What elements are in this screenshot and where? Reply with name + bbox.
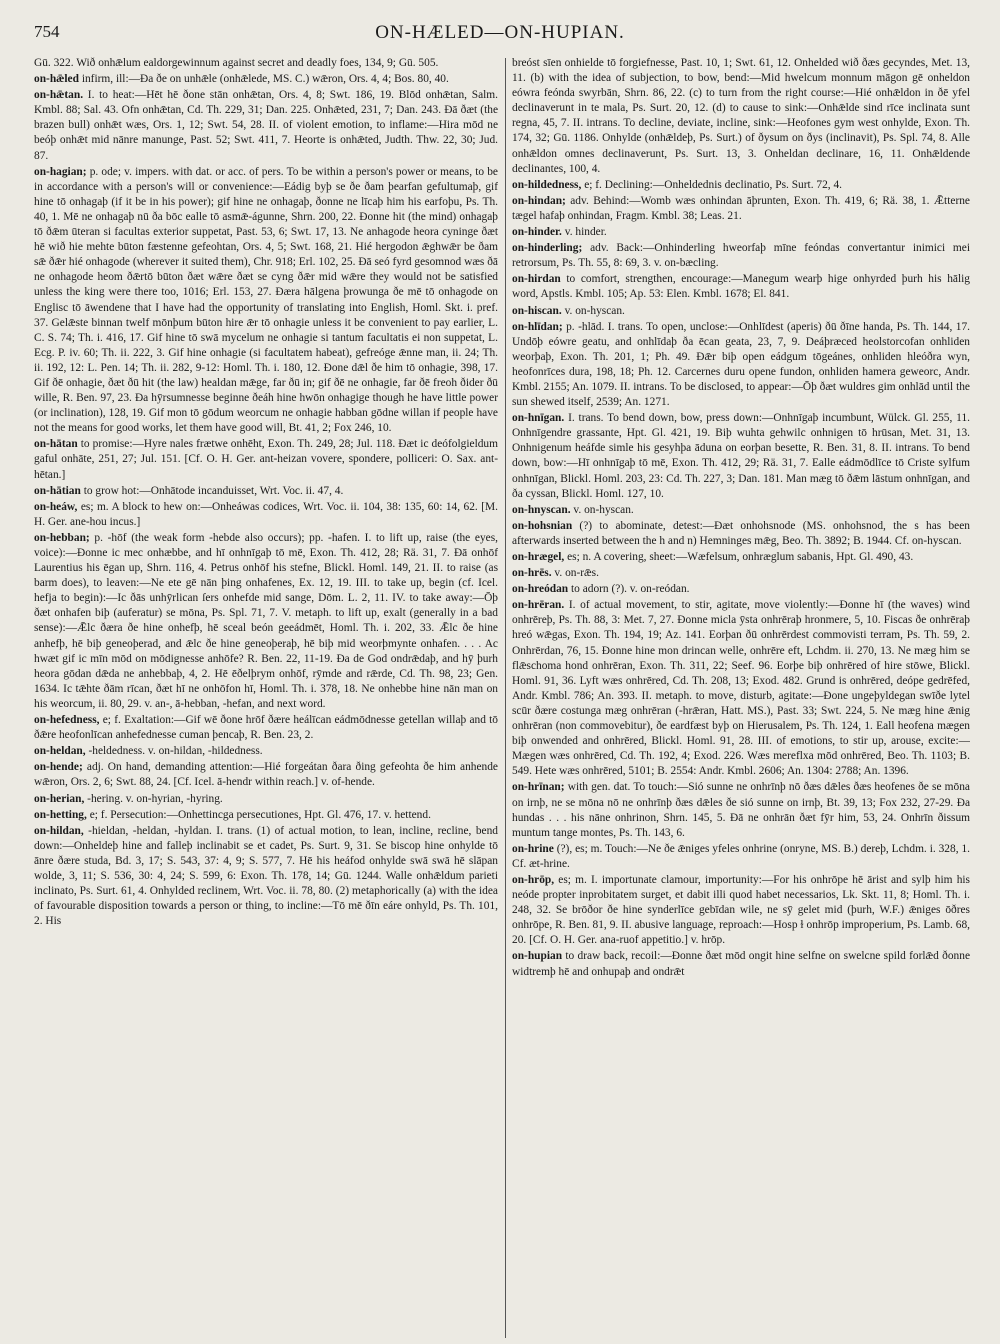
- headword: on-hupian: [512, 950, 563, 963]
- dictionary-entry: [512, 503, 970, 518]
- headword: on-hende;: [34, 761, 83, 774]
- dictionary-entry: [512, 304, 970, 319]
- dictionary-entry: [512, 873, 970, 948]
- entry-text: v. hinder.: [564, 226, 607, 239]
- headword: on-hebban;: [34, 531, 90, 544]
- headword: on-hrōp,: [512, 873, 555, 886]
- entry-text: -heldedness. v. on-hildan, -hildedness.: [88, 745, 263, 758]
- dictionary-entry: [512, 519, 970, 549]
- dictionary-entry: [512, 178, 970, 193]
- dictionary-entry: [34, 760, 498, 790]
- entry-text: es; m. I. importunate clamour, importunity:—For his onhrōpe hē ārist and sylþ him his neóde propter inprobitatem surget, et dabit illi quod habet necessarios, Lk. Skt. 11, 8; Homl. Th. i. 248, 32. Se brōðor ðe hine synderlīce gebīdan wile, ne sȳ gelet mid (þurh, W.F.) ǣniges ōðres onhrōpe, R. Ben. 81, 9. II. abusive language, reproach:—Hosp ɫ onhrōp improperium, Ps. Lamb. 68, 20. [Cf. O. H. Ger. ana-ruof appetitio.] v. hrōp.: [512, 873, 970, 947]
- entry-text: breóst sīen onhielde tō forgiefnesse, Past. 10, 1; Swt. 61, 12. Onhelded wið ðæs gecyndes, Met. 13, 11. (b) with the idea of subjection, to bow, bend:—Mid hwelcum monnum māgon gē onheldon eówra feónda swyrbān, Shrn. 86, 22. (c) to turn from the right course:—Hié onhǣldon in ðē yfel declinaverunt in te mala, Ps. Surt. 20, 12. (d) to cause to sink:—Onhǣlde sind rīce inclinata sunt regna, 45, 7. II. intrans. To decline, deviate, incline, sink:—Heofones gym west onhylde, Exon. Th. 174, 32; Gū. 1186. Onhylde (onhǣldeþ, Ps. Surt.) of ðysum on ðys (inclinavit), Ps. Spl. 74, 8. Alle onhǣldon omnes declinaverunt, Ps. Surt. 13, 3. Onheldan declinare, 16, 11. Onhǣldende declinantes, 100, 4.: [512, 57, 970, 175]
- headword: on-hātan: [34, 438, 78, 451]
- headword: on-hǣtan.: [34, 89, 84, 102]
- left-column: [34, 56, 498, 1338]
- running-head: ON-HÆLED—ON-HUPIAN.: [375, 22, 625, 43]
- headword: on-hnīgan.: [512, 412, 565, 425]
- headword: on-heáw,: [34, 500, 78, 513]
- dictionary-entry: [512, 550, 970, 565]
- entry-text: adv. Back:—Onhinderling hweorfaþ mīne feóndas convertantur inimici mei retrorsum, Ps. Th. 55, 8: 69, 3. v. on-bæcling.: [512, 242, 970, 270]
- entry-text: to grow hot:—Onhātode incanduisset, Wrt. Voc. ii. 47, 4.: [83, 484, 344, 497]
- entry-text: -hering. v. on-hyrian, -hyring.: [87, 792, 223, 805]
- headword: on-hrine: [512, 842, 554, 855]
- entry-text: to promise:—Hyre nales frætwe onhēht, Exon. Th. 249, 28; Jul. 118. Ðæt ic deófolgieldum gaful onhāte, 251, 27; Jul. 151. [Cf. O. H. Ger. ant-heizan vovere, spondere, polliceri: O. Sax. ant-hētan.]: [34, 438, 498, 481]
- headword: on-hreódan: [512, 583, 569, 596]
- dictionary-entry: [34, 808, 498, 823]
- dictionary-entry: [512, 225, 970, 240]
- entry-text: es; m. A block to hew on:—Onheáwas codices, Wrt. Voc. ii. 104, 38: 135, 60: 14, 62. [M. H. Ger. ane-hou incus.]: [34, 500, 498, 528]
- entry-text: v. on-rǣs.: [554, 567, 599, 580]
- dictionary-entry: [512, 272, 970, 302]
- column-divider: [505, 58, 506, 1338]
- dictionary-entry: [512, 598, 970, 779]
- dictionary-entry: [34, 72, 498, 87]
- dictionary-entry: [512, 842, 970, 872]
- dictionary-entry: [34, 744, 498, 759]
- entry-text: to draw back, recoil:—Ðonne ðæt mōd ongit hine selfne on swelcne spild forlǣd ðonne widtremþ hē and onhupaþ and ondrǣt: [512, 950, 970, 978]
- headword: on-hetting,: [34, 808, 87, 821]
- headword: on-hrægel,: [512, 551, 565, 563]
- entry-text: to adorn (?). v. on-reódan.: [570, 583, 690, 596]
- entry-text: I. trans. To bend down, bow, press down:—Onhnīgaþ incumbunt, Wülck. Gl. 255, 11. Onhnīgendre grassante, Hpt. Gl. 421, 19. Biþ wuhta gehwilc onhnigen tō hrūsan, Met. 31, 13. Onhnigenum heáfde simle his gesyhþa āduna on eorþan besette, R. Ben. 31, 8. II. intrans. To bend down, bow:—Hī onhnīgaþ tō mē, Exon. Th. 412, 29; Rä. 31, 7. Ealle eádmōdlīce tō Criste sylfum onhnīgan, Blickl. Homl. 203, 23: Cd. Th. 227, 3; Dan. 181. Man mæg tō ðǣm lāstum onhnīgan, and ða cyssan, Blickl. Homl. 127, 10.: [512, 412, 970, 500]
- dictionary-entry: [34, 500, 498, 530]
- entry-text: with gen. dat. To touch:—Sió sunne ne onhrīnþ nō ðæs dǣles ðæs heofenes ðe se mōna on irnþ, ne se mōna nō ne onhrīnþ ðæs dǣles ðe sió sunne on irnþ, Bt. 39, 13; Fox 232, 27-29. Ða hundas . . . his nāne onhrinon, Shrn. 145, 5. Ðā ne onhrān ðæt fȳr him, 53, 24. Onhrīn ðissum muntum tange montes, Ps. Th. 143, 6.: [512, 781, 970, 839]
- headword: on-hnyscan.: [512, 503, 571, 516]
- dictionary-entry: [34, 792, 498, 807]
- headword: on-hinderling;: [512, 242, 583, 255]
- headword: on-hefedness,: [34, 714, 100, 727]
- dictionary-entry: [34, 484, 498, 499]
- headword: on-hrīnan;: [512, 781, 565, 794]
- dictionary-entry: [512, 780, 970, 840]
- entry-text: es; n. A covering, sheet:—Wæfelsum, onhræglum sabanis, Hpt. Gl. 490, 43.: [567, 551, 914, 563]
- entry-text: p. ode; v. impers. with dat. or acc. of pers. To be within a person's power or means, to be in accordance with a person's will or convenience:—Eádig byþ se ðe ðam þearfan gefultumaþ, gif hine tō onhagaþ (if it be in his power); gif hine ne onhagaþ, ðonne ne līcaþ him his earfoþu, Ps. Th. 40, 1. Mē ne onhagaþ nū ða bōc ealle tō asmǣ-águnne, Shrn. 200, 22. Ðonne hit (the mind) onhagaþ tō ðǣm ūteran si facultas exterior suppetat, Past. 53, 6; Swt. 17, 13. Ne anhagode heora cyninge ðæt hē wið hie mehte būton fæstenne gefeohtan, Ors. 4, 5; Swt. 168, 21. Hié hergodon ǣghwǣr be ðam sǣ ðǣr hié onhagode (wherever it suited them), Chr. 918; Erl. 102, 25. Ðā seó fyrd gesomnod wæs ðā ne onhagode heom ðǣrtō būton ðæt wǣre ðæt se cyng ðǣr mid wǣre they would not be satisfied unless the king were there too, 1016; Erl. 153, 27. Ðæra hālgena þrowunga ðe mē tō onhagode on Englisc tō āwendene that I have had the opportunity of translating into English, Homl. Skt. i. pref. 37. Gelǣste binnan twelf mōnþum būton hire ǣr tō onhagie unless it be convenient to pay earlier, L. C. S. 74; Th. i. 416, 17. Gif hine tō swā mycelum ne onhagie si tantum facultatis ei non suppetat, L. Ecg. P. iv. 60; Th. ii. 222, 3. Gif hine onhagie (si facultatem habeat), gefreóge ǣnne man, ii. 24; Th. ii. 192, 12: L. Pen. 14; Th. ii. 282, 9-12: Homl. Th. i. 180, 12. Ðone dǣl ðe him tō onhagie, 398, 17. Gif ðē onhagie, ðæt ðū hit (the law) healdan mǣge, far ðū in; gif ðē ne onhagie, far ðē freoh ðider ðū wille, R. Ben. 97, 23. Ða hȳrsumnesse beginne ðeáh hine hwōn onhagige though he have little power (or inclination), 128, 19. Gif mon tō gōdum weorcum ne onhagie habban gōdne willan if people have not the means for good works, let them have good will, Bt. 41, 2; Fox 246, 10.: [34, 165, 498, 435]
- dictionary-entry: [512, 566, 970, 581]
- entry-text: e; f. Declining:—Onheldednis declinatio, Ps. Surt. 72, 4.: [584, 178, 843, 191]
- dictionary-entry: [34, 531, 498, 712]
- headword: on-hirdan: [512, 273, 561, 286]
- dictionary-entry: [512, 411, 970, 502]
- entry-text: adv. Behind:—Womb wæs onhindan āþrunten, Exon. Th. 419, 6; Rä. 38, 1. Ǣtterne tægel hafaþ onhindan, Fragm. Kmbl. 38; Leas. 21.: [512, 194, 970, 222]
- entry-text: I. to heat:—Hēt hē ðone stān onhǣtan, Ors. 4, 8; Swt. 186, 19. Blōd onhǣtan, Salm. Kmbl. 88; Sal. 43. Ofn onhǣtan, Cd. Th. 229, 31; Dan. 225. Onhǣted, 231, 7; Dan. 243. Ðā ðæt (the brazen bull) onhǣt wæs, Ors. 1, 12; Swt. 54, 28. II. of violent emotion, to inflame:—Hira mōd ne beóþ onhǣt mid nānre manunge, Past. 52; Swt. 411, 7. Heorte is onhǣted, Judth. Thw. 22, 30; Jud. 87.: [34, 89, 498, 162]
- entry-text: e; f. Exaltation:—Gif wē ðone hrōf ðære heálīcan eádmōdnesse getellan willaþ and tō ðǣre heofonlīcan anhefednesse cuman þencaþ, R. Ben. 23, 2.: [34, 714, 498, 742]
- headword: on-hātian: [34, 484, 81, 497]
- dictionary-entry: [512, 320, 970, 411]
- entry-text: adj. On hand, demanding attention:—Hié forgeátan ðara ðing gefeohta ðe him anhende wǣron, Ors. 2, 6; Swt. 88, 24. [Cf. Icel. ā-hendr within reach.] v. of-hende.: [34, 761, 498, 789]
- headword: on-hildedness,: [512, 178, 582, 191]
- headword: on-hrēs.: [512, 567, 552, 580]
- page-number: 754: [34, 22, 60, 41]
- entry-text: e; f. Persecution:—Onhettincga persecutiones, Hpt. Gl. 476, 17. v. hettend.: [89, 808, 431, 821]
- dictionary-entry: [34, 824, 498, 930]
- headword: on-heldan,: [34, 745, 86, 758]
- headword: on-hagian;: [34, 165, 87, 178]
- headword: on-hrēran.: [512, 599, 565, 612]
- dictionary-entry: [512, 949, 970, 979]
- dictionary-entry: [512, 241, 970, 271]
- entry-text: I. of actual movement, to stir, agitate, move violently:—Ðonne hī (the waves) wind onhrēreþ, Ps. Th. 88, 3: Met. 7, 27. Ðonne micla ȳsta onhrēraþ hronmere, 5, 10. Fiscas ðe onhrēraþ hreó wǣgas, Exon. Th. 194, 19; Az. 141. Eorþan ðū onhrērdest commovisti terram, Ps. Th. 59, 2. Onhrērdan, 76, 15. Ðonne hine mon drincan welle, onhrēre eft, Lchdm. ii. 270, 13. Ne mæg him se flǣschoma hond onhrēran, Exon. Th. 311, 22; Seef. 96. Eorþe biþ onhrēred of hire stōwe, Blickl. Homl. 91, 36. Lyft wæs onhrēred, Cd. Th. 208, 13; Exod. 482. Grund is onhrēred, deópe gedrēfed, Andr. Kmbl. 786; An. 393. II. metaph. to move, disturb, agitate:—Ðone ungeþyldegan swīðe lytel scūr ðære costunga mæg onhrēran (-hrǣran, Hatt. MS.), Past. 33; Swt. 224, 5. Ne mæg hine ǣnig onhrēran (non commovebitur), ðe eardfæst byþ on Hierusalem, Ps. Th. 124, 1. Eall heofena mægen biþ onwended and onhrēred, Blickl. Homl. 91, 28. III. of emotions, to stir up, arouse, excite:—Mægen wæs onhrēred, Cd. Th. 192, 4; Exod. 226. Wæs mereflxa mōd onhrēred, Beo. Th. 1103; B. 549. Hete wæs onhrēred, 5101; B. 2554: Andr. Kmbl. 2606; An. 1304: 2788; An. 1396.: [512, 599, 970, 778]
- headword: on-hohsnian: [512, 519, 573, 532]
- headword: on-hinder.: [512, 226, 562, 239]
- headword: on-hindan;: [512, 194, 566, 207]
- dictionary-entry: [512, 56, 970, 177]
- dictionary-entry: [34, 165, 498, 437]
- dictionary-entry: [512, 194, 970, 224]
- entry-text: Gū. 322. Wið onhǣlum ealdorgewinnum against secret and deadly foes, 134, 9; Gū. 505.: [34, 57, 439, 69]
- entry-text: to comfort, strengthen, encourage:—Manegum wearþ hige onhyrded þurh his hālig word, Apstls. Kmbl. 105; Ap. 53: Elen. Kmbl. 1678; El. 841.: [512, 273, 970, 301]
- headword: on-hǣled: [34, 73, 79, 86]
- right-column: [512, 56, 970, 1338]
- dictionary-entry: [512, 582, 970, 597]
- entry-text: infirm, ill:—Ða ðe on unhǣle (onhǣlede, MS. C.) wǣron, Ors. 4, 4; Bos. 80, 40.: [81, 73, 449, 86]
- entry-text: (?), es; m. Touch:—Ne ðe ǣniges yfeles onhrine (onryne, MS. B.) dereþ, Lchdm. i. 328, 1. Cf. æt-hrine.: [512, 842, 970, 870]
- entry-text: p. -hlād. I. trans. To open, unclose:—Onhlīdest (aperis) ðū ðīne handa, Ps. Th. 144, 17. Undōþ eówre geatu, and onhlīdaþ ða ēcan geata, 23, 7, 9. Deáþræced heolstorcofan onhliden weorþaþ, Exon. Th. 201, 1; Ph. 49. Ðǣr biþ open eádgum tōgeánes, onhliden hleóðra wyn, heofonrīces dura, 198, 18; Ph. 12. Carcernes duru opene fundon, onhliden hamera geweorc, Andr. Kmbl. 2155; An. 1079. II. intrans. To be disclosed, to appear:—Ōþ ðæt wuldres gim onhlād until the sun shewed itself, 2539; An. 1271.: [512, 320, 970, 409]
- entry-text: p. -hōf (the weak form -hebde also occurs); pp. -hafen. I. to lift up, raise (the eyes, voice):—Ðonne ic mec onhæbbe, and hī onhnīgaþ tō mē, Exon. Th. 412, 28; Rä. 31, 7. Ðā onhōf Laurentius his ēgan up, Shrn. 116, 4. Petrus onhōf his stefne, Blickl. Homl. 149, 21. II. to raise (as barm does), to leaven:—Ne ete gē nān þing onhafenes, Ex. 12, 19. III. to take up, begin (cf. Icel. hefja to begin):—Ic ðās unhȳrlican ſers onhefde mid sange, Dōm. L. 2, 11. IV. to take away:—Ōþ ðæt onhafen biþ (auferatur) se mōna, Ps. Spl. 71, 7. V. metaph. to lift up, exalt (generally in a bad sense):—Ǣlc ðæra ðe hine onhefþ, hē sceal beón geeádmēt, Homl. Th. i. 202, 33. Ǣlc ðe hine anhefþ, hē biþ geneoþerad, and ǣlc ðe hine geneoþeraþ, hē biþ mid weorþmynte onhafen. . . . Ac hwæt gif ic mīn mōd on mōdignesse anhōfe? R. Ben. 22, 11-19. Ða de God ondrǣdaþ, and hȳ þurh heora gōdan dǣda ne anhebbaþ, 4, 2. Hē ēðelþrym onhōf, rȳmde and rǣrde, Cd. Th. 98, 23; Gen. 1634. Ic tǣhte ðām rīcan, ðæt hī ne onhōfon hī, Homl. Th. i. 378, 18. Ne onhebbe hine nān man on his weorcum, ii. 80, 29. v. an-, ā-hebban, -hefan, and next word.: [34, 531, 498, 710]
- entry-text: (?) to abominate, detest:—Ðæt onhohsnode (MS. onhohsnod, the s has been afterwards inserted between the h and n) Hemninges mǣg, Beo. Th. 3892; B. 1944. Cf. on-hyscan.: [512, 519, 970, 547]
- headword: on-hlīdan;: [512, 320, 563, 333]
- dictionary-entry: [34, 437, 498, 482]
- entry-text: v. on-hyscan.: [573, 503, 634, 516]
- headword: on-herian,: [34, 792, 85, 805]
- headword: on-hiscan.: [512, 304, 562, 317]
- entry-text: v. on-hyscan.: [564, 304, 625, 317]
- dictionary-entry: [34, 56, 498, 71]
- headword: on-hildan,: [34, 824, 84, 837]
- dictionary-entry: [34, 713, 498, 743]
- entry-text: -hieldan, -heldan, -hyldan. I. trans. (1) of actual motion, to lean, incline, recline, bend down:—Onheldeþ hine and falleþ inclinabit se et cadet, Ps. Surt. 9, 31. Se biscop hine onhylde tō ānre ðære studa, Bd. 3, 17; S. 543, 37: 4, 9; S. 577, 7. Hē his heáfod onhylde swā swā hē slāpan wolde, 3, 11; S. 536, 30: 4, 24; S. 599, 6: Exon. Th. 178, 14; Gū. 1244. Walle onhǣldum parieti inclinato, Ps. Surt. 61, 4. Onhylded reclinem, Wrt. Voc. ii. 78, 80. (2) metaphorically (a) with the idea of favourable disposition towards a person or thing, to incline:—Tō mē ðīn eáre onhyld, Ps. Th. 101, 2. His: [34, 824, 498, 928]
- dictionary-entry: [34, 88, 498, 163]
